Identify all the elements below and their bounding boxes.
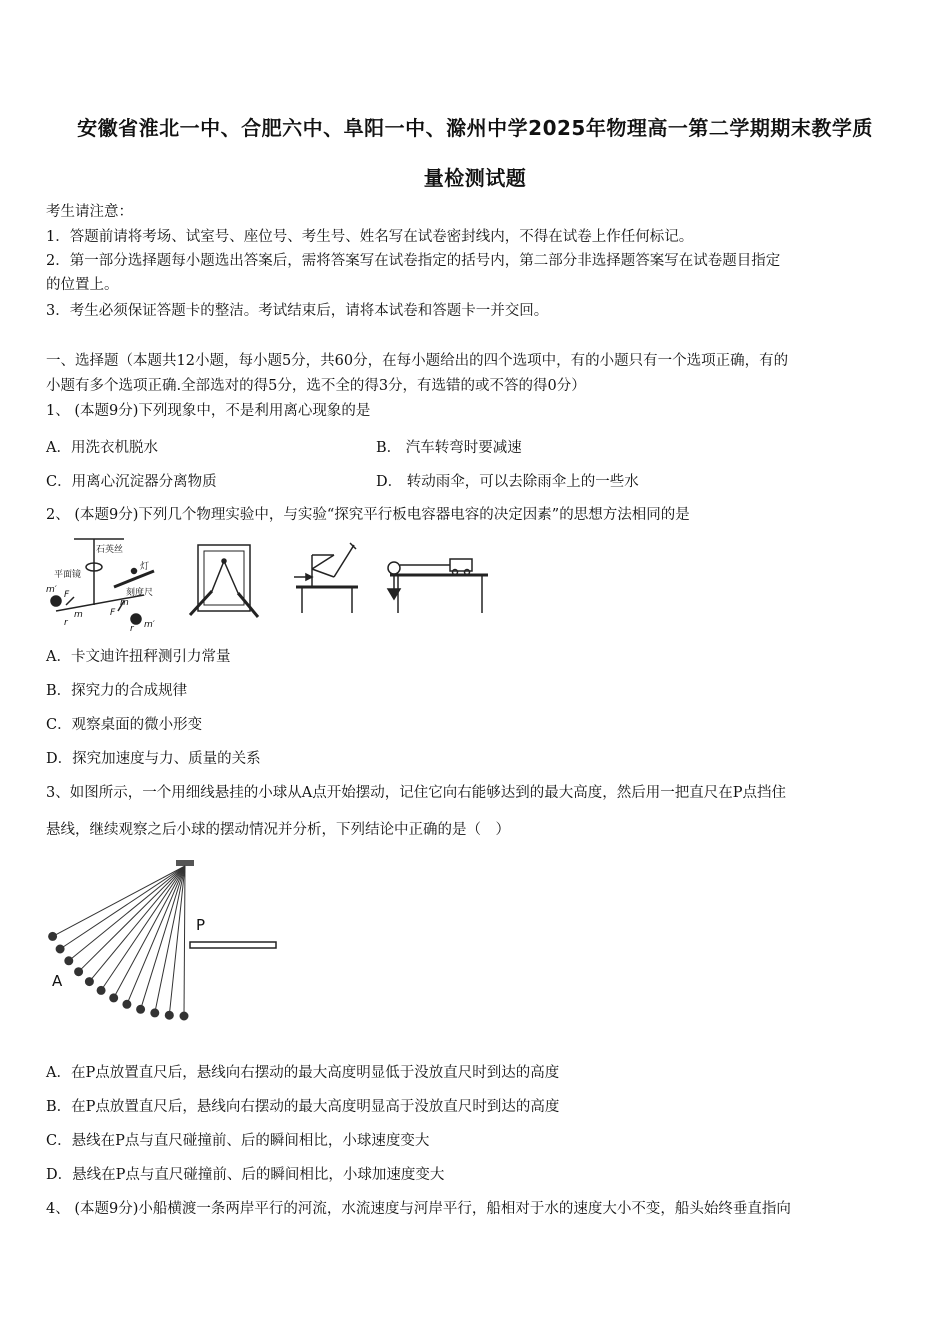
pendulum-bob <box>137 1005 145 1013</box>
pendulum-bob <box>49 932 57 940</box>
pendulum-bob <box>85 978 93 986</box>
q3-pendulum-figure <box>48 858 288 1038</box>
pendulum-bob <box>110 994 118 1002</box>
q1-stem: 1、 (本题9分)下列现象中，不是利用离心现象的是 <box>46 403 371 419</box>
ruler <box>190 942 276 948</box>
fig-label-r-left: r <box>64 618 68 628</box>
q2-option-c: C．观察桌面的微小形变 <box>46 717 203 733</box>
tiny-deformation-figure <box>294 543 358 613</box>
fig-label-a: A <box>52 972 63 990</box>
fig-label-m-left: m <box>74 610 83 620</box>
fig-label-mirror: 平面镜 <box>54 570 82 580</box>
pendulum-string <box>60 866 185 949</box>
fig-label-p: P <box>196 916 206 934</box>
q1-option-a: A．用洗衣机脱水 <box>46 440 158 456</box>
q3-option-b: B．在P点放置直尺后，悬线向右摆动的最大高度明显高于没放直尺时到达的高度 <box>46 1099 560 1115</box>
q1-option-d: D． 转动雨伞，可以去除雨伞上的一些水 <box>376 474 639 490</box>
section-1-line2: 小题有多个选项正确.全部选对的得5分，选不全的得3分，有选错的或不答的得0分） <box>46 378 586 394</box>
q3-stem-line1: 3、如图所示，一个用细线悬挂的小球从A点开始摆动，记住它向右能够达到的最大高度，然后用一把直尺在P点挡住 <box>46 785 786 801</box>
pendulum-string <box>114 866 185 998</box>
notice-item-2a: 2．第一部分选择题每小题选出答案后，需将答案写在试卷指定的括号内，第二部分非选择题答案写在试卷题目指定 <box>46 253 781 269</box>
q2-option-b: B．探究力的合成规律 <box>46 683 188 699</box>
notice-heading: 考生请注意： <box>46 204 133 220</box>
q3-option-d: D．悬线在P点与直尺碰撞前、后的瞬间相比，小球加速度变大 <box>46 1167 445 1183</box>
fig-label-scale: 刻度尺 <box>126 588 154 598</box>
section-1-line1: 一、选择题（本题共12小题，每小题5分，共60分，在每小题给出的四个选项中，有的小题只有一个选项正确，有的 <box>46 353 789 369</box>
pendulum-string <box>169 866 185 1015</box>
notice-item-1: 1．答题前请将考场、试室号、座位号、考生号、姓名写在试卷密封线内，不得在试卷上作任何标记。 <box>46 229 694 245</box>
fig-label-lamp: 灯 <box>140 562 150 572</box>
pendulum-bob <box>75 968 83 976</box>
pendulum-bob <box>97 986 105 994</box>
pendulum-string <box>53 866 185 936</box>
pendulum-pivot <box>176 860 194 866</box>
fig-label-f-right: F <box>110 608 116 618</box>
q2-stem: 2、 (本题9分)下列几个物理实验中，与实验“探究平行板电容器电容的决定因素”的思想方法相同的是 <box>46 507 690 523</box>
q1-option-b: B． 汽车转弯时要减速 <box>376 440 522 456</box>
q4-stem: 4、 (本题9分)小船横渡一条两岸平行的河流，水流速度与河岸平行，船相对于水的速度大小不变，船头始终垂直指向 <box>46 1201 791 1217</box>
fig-label-quartz: 石英丝 <box>96 545 124 555</box>
q3-option-a: A．在P点放置直尺后，悬线向右摆动的最大高度明显低于没放直尺时到达的高度 <box>46 1065 560 1081</box>
q2-experiment-figures <box>44 535 494 635</box>
pendulum-string <box>127 866 185 1004</box>
pendulum-bob <box>123 1000 131 1008</box>
pendulum-bob <box>151 1009 159 1017</box>
pendulum-bob <box>165 1011 173 1019</box>
pendulum-swing-lines <box>49 866 188 1020</box>
fig-label-m-prime-left: m′ <box>46 585 57 595</box>
q2-option-d: D．探究加速度与力、质量的关系 <box>46 751 261 767</box>
force-composition-figure <box>190 545 258 617</box>
exam-title-line2: 量检测试题 <box>423 166 527 190</box>
exam-title-line1: 安徽省淮北一中、合肥六中、阜阳一中、滁州中学2025年物理高一第二学期期末教学质 <box>77 116 873 140</box>
pendulum-bob <box>65 957 73 965</box>
pendulum-string <box>69 866 185 961</box>
fig-label-m-prime-right: m′ <box>144 620 155 630</box>
q3-option-c: C．悬线在P点与直尺碰撞前、后的瞬间相比，小球速度变大 <box>46 1133 430 1149</box>
notice-item-3: 3．考生必须保证答题卡的整洁。考试结束后，请将本试卷和答题卡一并交回。 <box>46 303 549 319</box>
pendulum-string <box>184 866 185 1016</box>
pendulum-bob <box>56 945 64 953</box>
notice-item-2b: 的位置上。 <box>46 277 119 293</box>
q1-option-c: C．用离心沉淀器分离物质 <box>46 474 217 490</box>
fig-label-m-right: m <box>120 598 129 608</box>
pendulum-bob <box>180 1012 188 1020</box>
pendulum-string <box>89 866 185 982</box>
q2-option-a: A．卡文迪许扭秤测引力常量 <box>46 649 231 665</box>
fig-label-r-right: r <box>130 624 134 634</box>
q3-stem-line2: 悬线，继续观察之后小球的摆动情况并分析，下列结论中正确的是（ ） <box>46 822 510 838</box>
fig-label-f-left: F <box>64 590 70 600</box>
cart-pulley-figure <box>388 559 488 613</box>
